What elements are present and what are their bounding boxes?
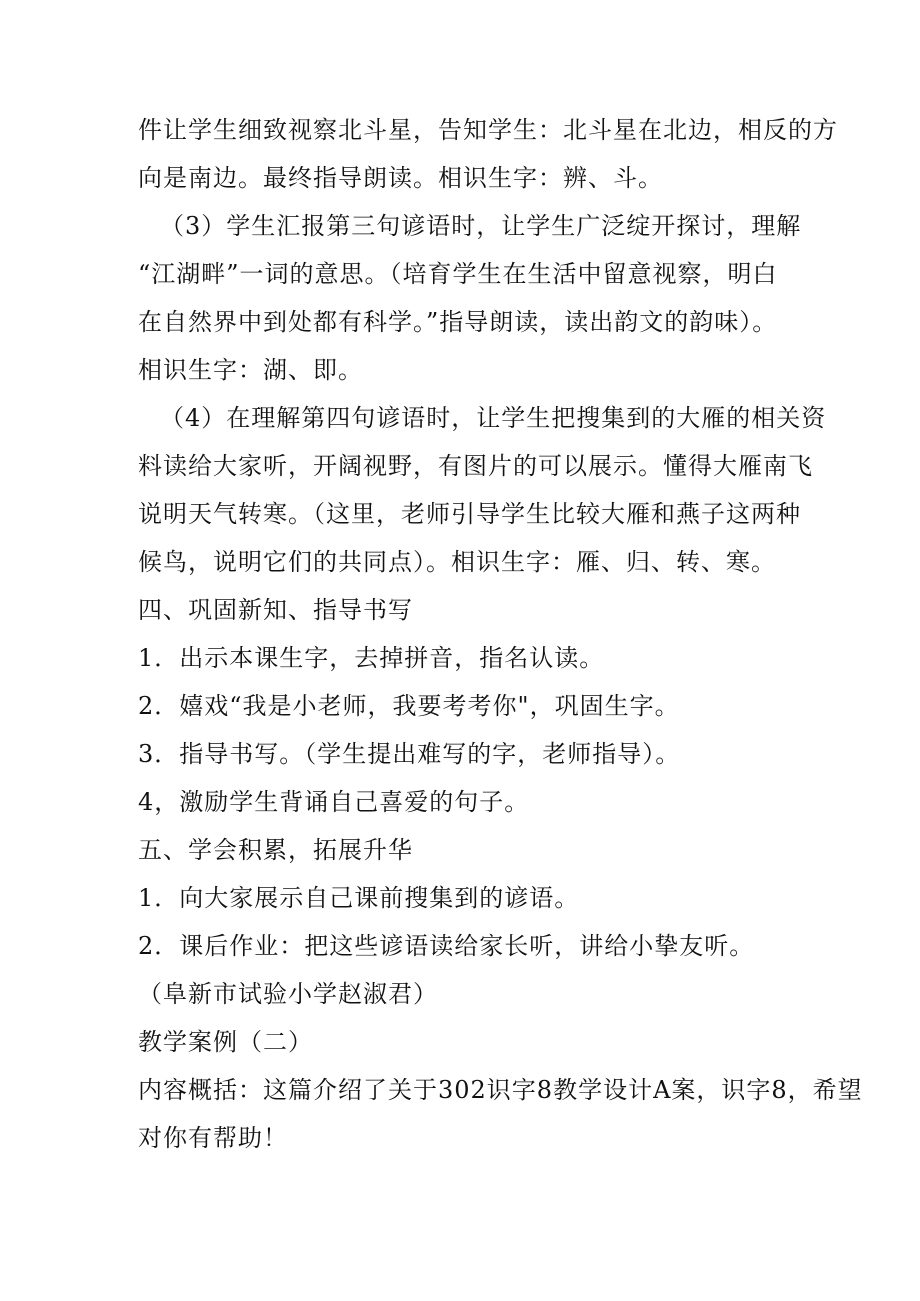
text-line: 料读给大家听，开阔视野，有图片的可以展示。懂得大雁南飞 bbox=[138, 452, 813, 480]
list-item: 4，激励学生背诵自己喜爱的句子。 bbox=[138, 788, 530, 816]
list-item: 1．向大家展示自己课前搜集到的谚语。 bbox=[138, 884, 580, 912]
case-title: 教学案例（二） bbox=[138, 1028, 313, 1056]
section-heading: 四、巩固新知、指导书写 bbox=[138, 596, 413, 624]
text-line: 候鸟，说明它们的共同点）。相识生字：雁、归、转、寒。 bbox=[138, 548, 776, 576]
section-heading: 五、学会积累，拓展升华 bbox=[138, 836, 413, 864]
author-credit: （阜新市试验小学赵淑君） bbox=[138, 980, 438, 1008]
list-item: 1．出示本课生字，去掉拼音，指名认读。 bbox=[138, 644, 605, 672]
text-line: （4）在理解第四句谚语时，让学生把搜集到的大雁的相关资 bbox=[160, 404, 827, 432]
summary-text: 对你有帮助！ bbox=[138, 1124, 288, 1152]
text-line: 向是南边。最终指导朗读。相识生字：辨、斗。 bbox=[138, 164, 663, 192]
text-line: 件让学生细致视察北斗星，告知学生：北斗星在北边，相反的方 bbox=[138, 116, 838, 144]
text-line: （3）学生汇报第三句谚语时，让学生广泛绽开探讨，理解 bbox=[160, 212, 802, 240]
list-item: 3．指导书写。（学生提出难写的字，老师指导）。 bbox=[138, 740, 681, 768]
text-line: 说明天气转寒。（这里，老师引导学生比较大雁和燕子这两种 bbox=[138, 500, 801, 528]
text-line: 在自然界中到处都有科学。”指导朗读，读出韵文的韵味）。 bbox=[138, 308, 778, 336]
summary-text: 内容概括：这篇介绍了关于302识字8教学设计A案，识字8，希望 bbox=[138, 1076, 863, 1104]
text-line: “江湖畔”一词的意思。（培育学生在生活中留意视察，明白 bbox=[138, 260, 778, 288]
list-item: 2．课后作业：把这些谚语读给家长听，讲给小挚友听。 bbox=[138, 932, 755, 960]
list-item: 2．嬉戏“我是小老师，我要考考你"，巩固生字。 bbox=[138, 692, 680, 720]
text-line: 相识生字：湖、即。 bbox=[138, 356, 363, 384]
